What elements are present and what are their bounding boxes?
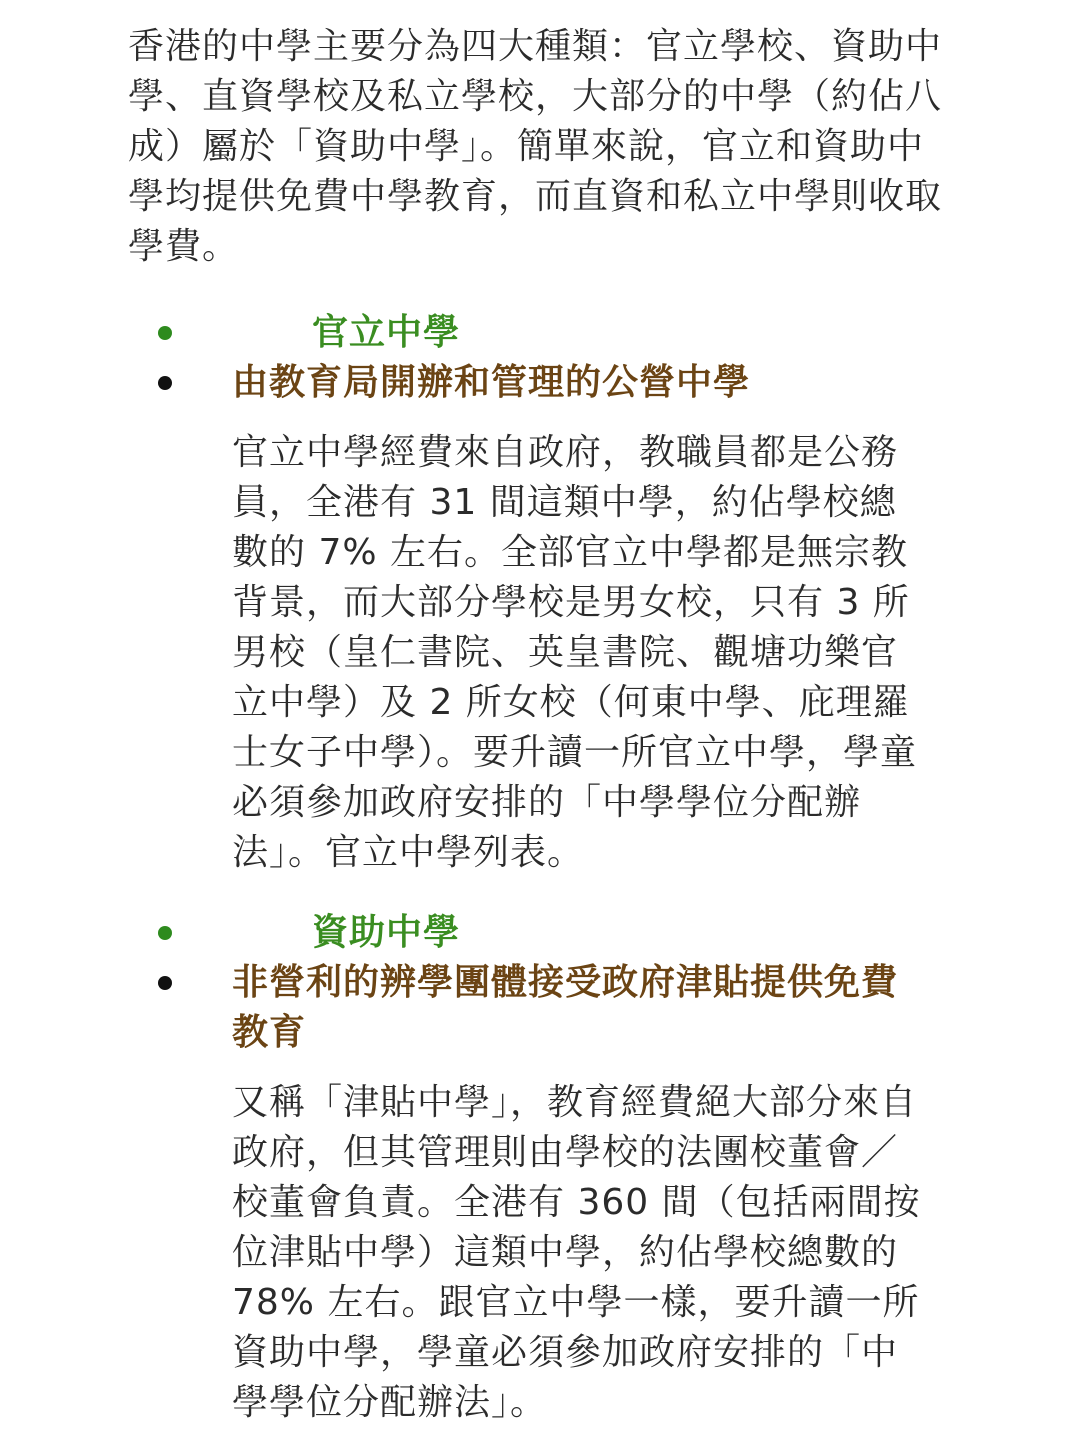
section-subtitle-row: [0, 958, 1080, 1058]
bullet-icon: [158, 376, 172, 390]
section-subtitle: 由教育局開辦和管理的公營中學: [232, 362, 751, 403]
intro-paragraph: 香港的中學主要分為四大種類：官立學校、資助中學、直資學校及私立學校，大部分的中學（約佔八成）屬於「資助中學」。簡單來說，官立和資助中學均提供免費中學教育，而直資和私立中學則收取學費。: [128, 26, 943, 267]
section-title-row: [0, 308, 1080, 358]
bullet-icon: [158, 976, 172, 990]
section-subtitle-row: [0, 358, 1080, 408]
section-aided-schools: [0, 908, 1080, 1428]
section-body: 又稱「津貼中學」，教育經費絕大部分來自政府，但其管理則由學校的法團校董會／校董會負責。全港有 360 間（包括兩間按位津貼中學）這類中學，約佔學校總數的 78% 左右。跟官立中學一樣，要升讀一所資助中學，學童必須參加政府安排的「中學學位分配辦法」。: [232, 1082, 921, 1423]
section-subtitle: 非營利的辨學團體接受政府津貼提供免費教育: [232, 962, 899, 1053]
section-government-schools: [0, 308, 1080, 878]
section-body: 官立中學經費來自政府，教職員都是公務員，全港有 31 間這類中學，約佔學校總數的 7% 左右。全部官立中學都是無宗教背景，而大部分學校是男女校，只有 3 所男校（皇仁書院、英皇書院、觀塘功樂官立中學）及 2 所女校（何東中學、庇理羅士女子中學）。要升讀一所官立中學，學童必須參加政府安排的「中學學位分配辦法」。官立中學列表。: [232, 432, 918, 873]
bullet-icon: [158, 926, 172, 940]
bullet-icon: [158, 326, 172, 340]
section-title-row: [0, 908, 1080, 958]
section-title: 官立中學: [312, 312, 461, 353]
section-title: 資助中學: [312, 912, 461, 953]
